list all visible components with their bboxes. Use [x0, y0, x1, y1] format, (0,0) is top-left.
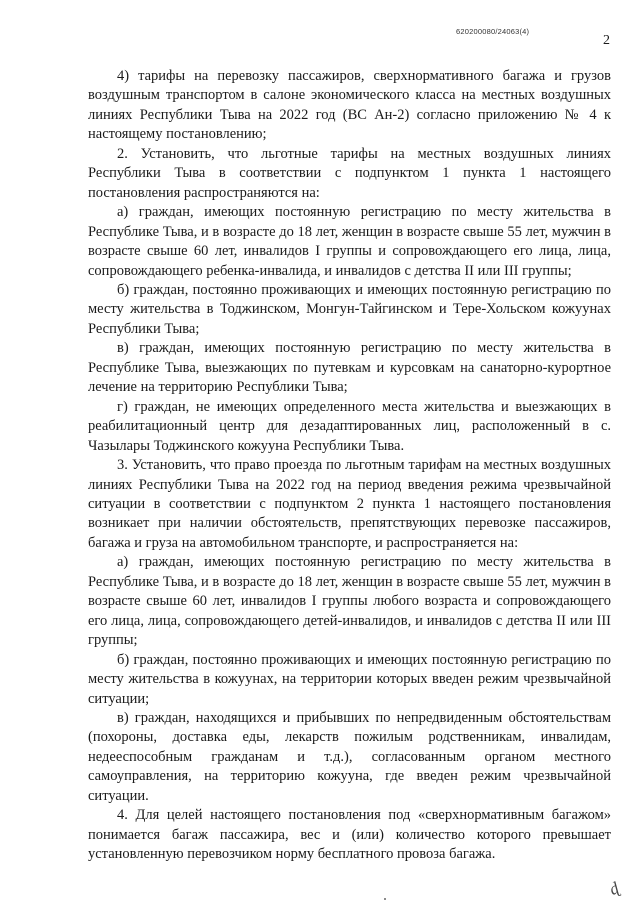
paragraph-section-3: 3. Установить, что право проезда по льготным тарифам на местных воздушных линиях Республики Тыва на 2022 год на период введения режима чрезвычайной ситуации в соответствии с подпунктом 2 пункта 1 настоящего постановления возникает при наличии обстоятельств, препятствующих перевозке пассажиров, багажа и груза на автомобильном транспорте, и распространяется на: [88, 457, 611, 551]
page-number: 2 [603, 33, 610, 48]
paragraph-tariffs-an2: 4) тарифы на перевозку пассажиров, сверхнормативного багажа и грузов воздушным транспортом в салоне экономического класса на местных воздушных линиях Республики Тыва на 2022 год (ВС Ан-2) согласно приложению № 4 к настоящему постановлению; [88, 68, 611, 143]
paragraph-section-4: 4. Для целей настоящего постановления под «сверхнормативным багажом» понимается багаж пассажира, вес и (или) количество которого превышает установленную перевозчиком норму бесплатного провоза багажа. [88, 807, 611, 863]
paragraph-2b: б) граждан, постоянно проживающих и имеющих постоянную регистрацию по месту жительства в Тоджинском, Монгун-Тайгинском и Тере-Хольском кожуунах Республики Тыва; [88, 281, 611, 337]
document-code: 620200080/24063(4) [456, 27, 530, 36]
handwritten-mark-icon: ɖ [606, 878, 622, 899]
paragraph-2a: а) граждан, имеющих постоянную регистрацию по месту жительства в Республике Тыва, и в возрасте до 18 лет, женщин в возрасте свыше 55 лет, мужчин в возрасте свыше 60 лет, инвалидов I группы и сопровождающего его лица, лица, сопровождающего ребенка-инвалида, и инвалидов с детства II или III группы; [88, 204, 611, 279]
paragraph-3a: а) граждан, имеющих постоянную регистрацию по месту жительства в Республике Тыва, и в возрасте до 18 лет, женщин в возрасте свыше 55 лет, мужчин в возрасте свыше 60 лет, инвалидов I группы любого возраста и сопровождающего его лица, лица, сопровождающего детей-инвалидов, и инвалидов с детства II или III группы; [88, 554, 611, 649]
paragraph-2v: в) граждан, имеющих постоянную регистрацию по месту жительства в Республике Тыва, выезжающих по путевкам и курсовкам на санаторно-курортное лечение на территорию Республики Тыва; [88, 340, 611, 396]
paragraph-section-2: 2. Установить, что льготные тарифы на местных воздушных линиях Республики Тыва в соответствии с подпунктом 1 пункта 1 настоящего постановления распространяются на: [88, 145, 611, 201]
document-body [88, 67, 611, 865]
scan-dot [384, 898, 386, 900]
paragraph-2g: г) граждан, не имеющих определенного места жительства и выезжающих в реабилитационный центр для дезадаптированных лиц, расположенный в с. Чазылары Тоджинского кожууна Республики Тыва. [88, 398, 611, 454]
paragraph-3b: б) граждан, постоянно проживающих и имеющих постоянную регистрацию по месту жительства в кожуунах, на территории которых введен режим чрезвычайной ситуации; [88, 651, 611, 707]
paragraph-3v: в) граждан, находящихся и прибывших по непредвиденным обстоятельствам (похороны, доставка еды, лекарств пожилым родственникам, инвалидам, недееспособным гражданам и т.д.), согласованным органом местного самоуправления, на территорию кожууна, где введен режим чрезвычайной ситуации. [88, 709, 611, 804]
